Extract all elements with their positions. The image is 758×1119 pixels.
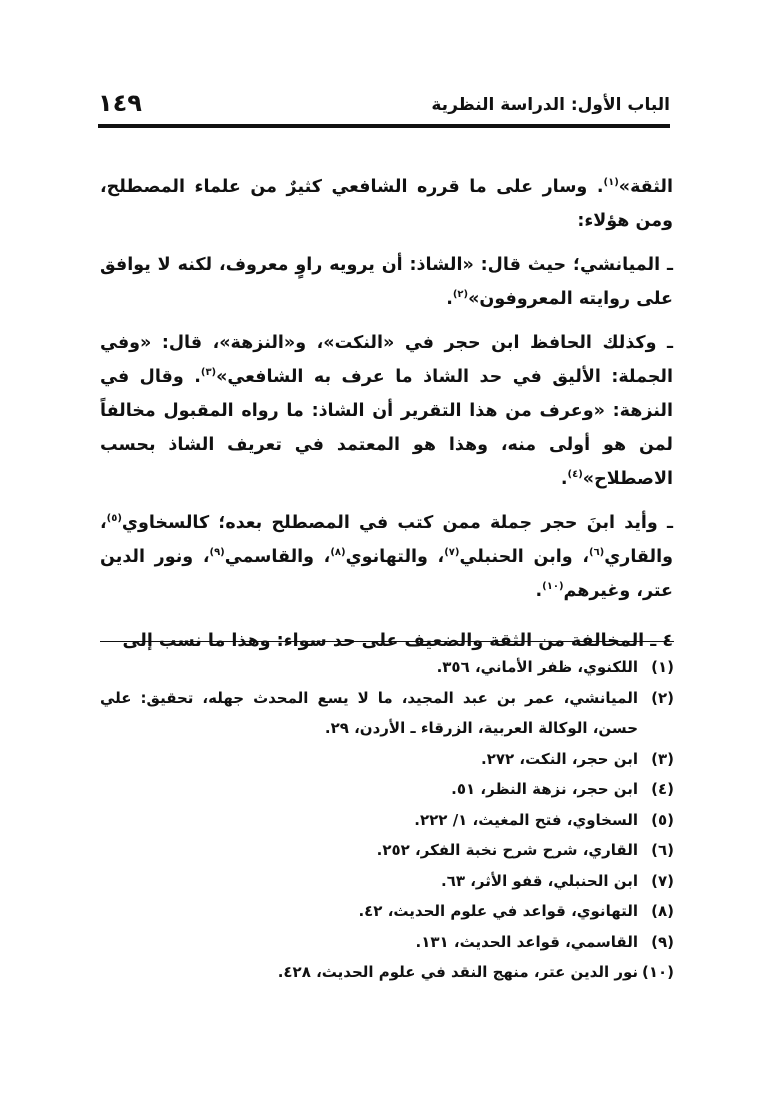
footnote [100, 835, 674, 866]
footnotes [100, 652, 674, 988]
paragraph-4 [100, 506, 673, 608]
paragraph-text: ، وابن الحنبلي [459, 547, 589, 567]
footnote-text: القاسمي، قواعد الحديث، ١٣١. [415, 932, 638, 951]
footnote [100, 652, 674, 683]
paragraph-text: . [446, 289, 453, 309]
paragraph-text: ، والقاسمي [224, 547, 331, 567]
footnote [100, 805, 674, 836]
paragraph-1 [100, 170, 673, 238]
footnote-number: (٨) [651, 902, 674, 920]
footnote [100, 957, 674, 988]
footnote [100, 683, 674, 744]
footnote-number: (١) [651, 658, 674, 676]
paragraph-text: . وسار على ما قرره الشافعي كثيرٌ من علماء المصطلح، ومن هؤلاء: [100, 177, 673, 231]
footnote [100, 866, 674, 897]
footnote-text: اللكنوي، ظفر الأماني، ٣٥٦. [436, 658, 638, 676]
paragraph-text: ـ وأيد ابنَ حجر جملة ممن كتب في المصطلح بعده؛ كالسخاوي [121, 513, 673, 533]
footnote [100, 774, 674, 805]
footnote-ref: (٨) [330, 547, 346, 559]
footnote-ref: (١) [603, 177, 619, 189]
page-number: ١٤٩ [98, 89, 142, 117]
footnote-number: (٥) [651, 810, 674, 829]
footnote-text: الميانشي، عمر بن عبد المجيد، ما لا يسع المحدث جهله، تحقيق: علي حسن، الوكالة العربية، الزرقاء ـ الأردن، ٢٩. [100, 688, 638, 737]
footnote-text: ابن حجر، نزهة النظر، ٥١. [451, 780, 638, 798]
paragraph-5: ٤ ـ المخالفة من الثقة والضعيف على حد سواء: وهذا ما نسب إلى [122, 631, 673, 651]
footnote-ref: (٦) [588, 547, 605, 559]
footnote-ref: (٤) [567, 469, 583, 481]
paragraph-text: . [535, 581, 543, 601]
footnote [100, 896, 674, 927]
footnote-text: السخاوي، فتح المغيث، ١/ ٢٢٢. [414, 810, 638, 829]
footnote-number: (٧) [651, 871, 674, 890]
page-header [98, 88, 670, 128]
footnote-text: نور الدين عتر، منهج النقد في علوم الحديث، ٤٢٨. [277, 963, 638, 981]
footnote-ref: (٥) [106, 513, 122, 525]
footnote-text: ابن الحنبلي، قفو الأثر، ٦٣. [441, 871, 638, 890]
paragraph-text: الثقة» [618, 177, 673, 197]
paragraph-3 [100, 326, 673, 496]
footnote-number: (٦) [651, 841, 674, 859]
footnote-number: (٢) [651, 688, 674, 707]
footnote-ref: (٩) [209, 547, 225, 559]
footnote-number: (١٠) [641, 963, 674, 981]
paragraph-2 [100, 248, 673, 316]
footnote-ref: (١٠) [542, 581, 564, 593]
footnote-ref: (٣) [200, 367, 217, 379]
footnote-separator [100, 641, 674, 642]
paragraph-text: ، والقاري [100, 513, 673, 567]
paragraph-text: ـ الميانشي؛ حيث قال: «الشاذ: أن يرويه راوٍ معروف، لكنه لا يوافق على روايته المعروفون» [100, 255, 673, 309]
footnote [100, 927, 674, 958]
footnote-number: (٤) [651, 780, 674, 798]
footnote-text: ابن حجر، النكت، ٢٧٢. [481, 749, 638, 768]
footnote [100, 744, 674, 775]
footnote-number: (٩) [651, 932, 674, 951]
footnote-text: القاري، شرح شرح نخبة الفكر، ٢٥٢. [376, 841, 638, 859]
paragraph-text: ، والتهانوي [345, 547, 445, 567]
paragraph-text: ـ وكذلك الحافظ ابن حجر في «النكت»، و«النزهة»، قال: «وفي الجملة: الأليق في حد الشاذ ما عرف به الشافعي» [100, 333, 673, 387]
paragraph-text: . وقال في النزهة: «وعرف من هذا التقرير أن الشاذ: ما رواه المقبول مخالفاً لمن هو أولى منه، وهذا هو المعتمد في تعريف الشاذ بحسب الاصطلاح» [100, 367, 673, 489]
footnote-ref: (٢) [452, 289, 469, 301]
header-rule [98, 124, 670, 128]
footnote-ref: (٧) [444, 547, 460, 559]
main-text [100, 170, 673, 668]
running-head: الباب الأول: الدراسة النظرية [431, 95, 670, 115]
footnote-number: (٣) [651, 749, 674, 768]
footnote-text: التهانوي، قواعد في علوم الحديث، ٤٢. [358, 902, 638, 920]
paragraph-text: ، ونور الدين عتر، وغيرهم [100, 547, 673, 601]
paragraph-text: . [560, 469, 568, 489]
